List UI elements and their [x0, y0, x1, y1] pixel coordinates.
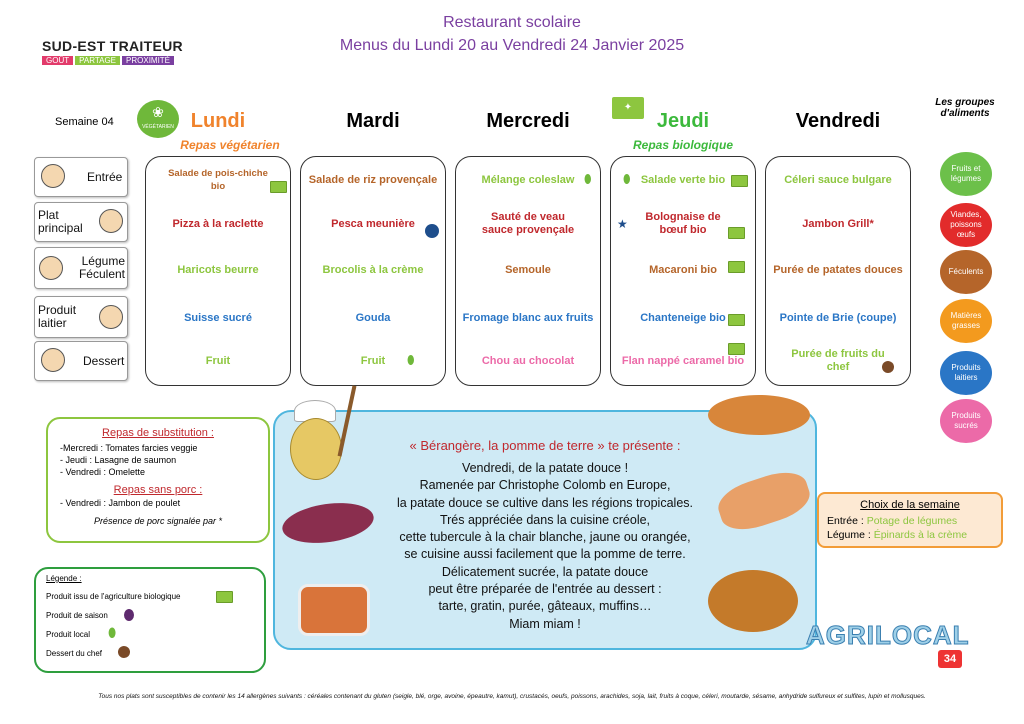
- dish-legume: Brocolis à la crème: [322, 264, 424, 276]
- category-produit-laitier: [34, 296, 128, 338]
- category-legume-feculent: [34, 247, 128, 289]
- story-line: peut être préparée de l'entrée au dessert :: [428, 582, 662, 597]
- category-label: Produit laitier: [38, 303, 77, 330]
- dish-legume: Macaroni bio: [649, 264, 717, 276]
- weekly-choice-box: [817, 492, 1003, 548]
- gratin-dish-image: [298, 584, 370, 636]
- story-text: [375, 460, 715, 633]
- dish-plat: Sauté de veau sauce provençale: [481, 211, 575, 236]
- sud-est-traiteur-logo: [42, 38, 197, 65]
- substitution-item: - Vendredi : Omelette: [60, 467, 146, 477]
- choice-entree-label: Entrée :: [827, 515, 864, 527]
- category-label: Plat principal: [38, 208, 83, 235]
- dish-legume: Semoule: [505, 264, 551, 276]
- bio-icon: [270, 181, 287, 193]
- pork-note: Présence de porc signalée par *: [93, 516, 223, 526]
- day-header-vendredi: Vendredi: [795, 110, 881, 132]
- dish-entree: Salade de pois-chiche bio: [168, 168, 268, 192]
- choice-legume-label: Légume :: [827, 529, 871, 541]
- seasonal-eggplant-icon: [124, 609, 134, 621]
- day-header-jeudi: Jeudi: [656, 110, 710, 132]
- bio-icon: [728, 227, 745, 239]
- dish-legume: Haricots beurre: [177, 264, 259, 276]
- chef-icon: [39, 256, 63, 280]
- page-title: Restaurant scolaire: [443, 14, 581, 31]
- agrilocal-logo-number: 34: [938, 650, 962, 668]
- eu-organic-logo-icon: ✦: [612, 97, 644, 119]
- story-line: la patate douce se cultive dans les régions tropicales.: [396, 495, 693, 510]
- day-menu-mardi: [300, 156, 446, 386]
- local-product-pin-icon: ⬮: [407, 353, 415, 367]
- muffins-image: [708, 570, 798, 632]
- dish-laitier: Pointe de Brie (coupe): [779, 312, 897, 324]
- bio-icon: [728, 314, 745, 326]
- logo-tag-proximite: PROXIMITÉ: [122, 56, 174, 65]
- food-group-fruits-legumes: Fruits et légumes: [940, 152, 992, 196]
- dish-dessert: Purée de fruits du chef: [791, 348, 885, 373]
- agrilocal-logo: [800, 616, 1000, 680]
- dish-entree: Salade verte bio: [640, 174, 726, 186]
- local-product-pin-icon: ⬮: [584, 172, 592, 186]
- dish-entree: Salade de riz provençale: [308, 174, 438, 186]
- dish-entree: Céleri sauce bulgare: [784, 174, 892, 186]
- lundi-subtitle: Repas végétarien: [180, 138, 280, 152]
- substitution-item: -Mercredi : Tomates farcies veggie: [60, 443, 198, 453]
- legend-box: [34, 567, 266, 673]
- logo-tag-gout: GOÛT: [42, 56, 73, 65]
- story-heading: « Bérangère, la pomme de terre » te présente :: [409, 438, 681, 453]
- potato-body-icon: [290, 418, 342, 480]
- day-menu-vendredi: [765, 156, 911, 386]
- allergens-footer: Tous nos plats sont susceptibles de contenir les 14 allergènes suivants : céréales contenant du gluten (seigle, blé, orge, avoine, épeautre, kamut), crustacés, oeufs, poissons, arachides, soja, lait, fruits à coque, céleri, moutarde, sésame, anhydride sulfureux et sulfites, lupin et mollusques.: [98, 693, 926, 700]
- dish-laitier: Gouda: [355, 312, 391, 324]
- day-header-mercredi: Mercredi: [486, 110, 570, 132]
- substitution-box: [46, 417, 270, 543]
- dish-dessert: Chou au chocolat: [481, 355, 575, 367]
- food-group-produits-laitiers: Produits laitiers: [940, 351, 992, 395]
- story-line: cette tubercule à la chair blanche, jaune ou orangée,: [399, 530, 691, 545]
- dish-laitier: Fromage blanc aux fruits: [462, 312, 594, 324]
- chef-dessert-cupcake-icon: [882, 361, 894, 373]
- dish-entree: Mélange coleslaw: [481, 174, 575, 186]
- dish-plat: Bolognaise de bœuf bio: [645, 211, 721, 236]
- bio-icon: [731, 175, 748, 187]
- story-line: Trés appréciée dans la cuisine créole,: [439, 512, 651, 527]
- dish-plat: Jambon Grill*: [802, 218, 874, 230]
- choice-legume-value: Épinards à la crème: [873, 529, 968, 541]
- chef-icon: [99, 305, 123, 329]
- page-subtitle: Menus du Lundi 20 au Vendredi 24 Janvier 2025: [339, 37, 685, 54]
- substitution-item: - Jeudi : Lasagne de saumon: [60, 455, 177, 465]
- chef-icon: [41, 164, 65, 188]
- chef-icon: [99, 209, 123, 233]
- category-label: Entrée: [87, 170, 123, 184]
- dish-laitier: Chanteneige bio: [640, 312, 726, 324]
- chef-icon: [41, 348, 65, 372]
- story-line: tarte, gratin, purée, gâteaux, muffins…: [438, 599, 652, 614]
- legend-item-bio: Produit issu de l'agriculture biologique: [46, 592, 181, 601]
- dish-dessert: Fruit: [360, 355, 386, 367]
- local-product-pin-icon: ⬮: [623, 172, 631, 186]
- day-menu-lundi: [145, 156, 291, 386]
- dish-laitier: Suisse sucré: [184, 312, 252, 324]
- choice-entree-value: Potage de légumes: [866, 515, 958, 527]
- dish-legume: Purée de patates douces: [773, 264, 903, 276]
- story-line: Miam miam !: [509, 616, 581, 631]
- day-menu-mercredi: [455, 156, 601, 386]
- vegetarian-badge-icon: ❀ VÉGÉTARIEN: [137, 100, 179, 138]
- chef-dessert-cupcake-icon: [118, 646, 130, 658]
- dish-dessert: Flan nappé caramel bio: [621, 355, 745, 367]
- legend-item-saison: Produit de saison: [46, 611, 108, 620]
- category-label: Légume Féculent: [78, 254, 125, 281]
- food-group-viandes: Viandes, poissons œufs: [940, 203, 992, 247]
- dish-plat: Pizza à la raclette: [172, 218, 264, 230]
- category-plat-principal: [34, 202, 128, 242]
- weekly-choice-title: Choix de la semaine: [860, 499, 960, 511]
- logo-brand: SUD-EST TRAITEUR: [42, 38, 183, 54]
- food-group-produits-sucres: Produits sucrés: [940, 399, 992, 443]
- substitution-title: Repas de substitution :: [102, 427, 214, 439]
- local-product-pin-icon: ⬮: [108, 625, 117, 640]
- bio-icon: [216, 591, 233, 603]
- story-line: Vendredi, de la patate douce !: [461, 461, 629, 475]
- day-header-mardi: Mardi: [346, 110, 400, 132]
- jeudi-subtitle: Repas biologique: [632, 138, 733, 152]
- food-group-feculents: Féculents: [940, 250, 992, 294]
- day-menu-jeudi: [610, 156, 756, 386]
- day-header-lundi: Lundi: [190, 110, 246, 132]
- legend-item-chef: Dessert du chef: [46, 649, 103, 658]
- legend-item-local: Produit local: [46, 630, 91, 639]
- legend-title: Légende :: [46, 574, 82, 583]
- category-entree: [34, 157, 128, 197]
- roasted-sweet-potato-image: [708, 395, 810, 435]
- story-line: se cuisine aussi facilement que la pomme de terre.: [404, 547, 686, 562]
- dish-plat: Pesca meunière: [331, 218, 415, 230]
- story-line: Délicatement sucrée, la patate douce: [441, 564, 649, 579]
- pork-free-title: Repas sans porc :: [113, 484, 203, 496]
- logo-tag-partage: PARTAGE: [75, 56, 120, 65]
- story-line: Ramenée par Christophe Colomb en Europe,: [419, 478, 671, 493]
- msc-label-icon: [425, 224, 439, 238]
- label-rouge-icon: ★: [617, 217, 628, 231]
- vegetarian-badge-label: VÉGÉTARIEN: [142, 124, 174, 130]
- bio-icon: [728, 343, 745, 355]
- food-group-matieres-grasses: Matières grasses: [940, 299, 992, 343]
- category-dessert: [34, 341, 128, 381]
- bio-icon: [728, 261, 745, 273]
- pork-free-item: - Vendredi : Jambon de poulet: [60, 498, 181, 508]
- food-groups-heading: Les groupes d'aliments: [935, 97, 995, 119]
- category-label: Dessert: [83, 354, 125, 368]
- week-label: Semaine 04: [55, 116, 114, 128]
- dish-dessert: Fruit: [205, 355, 231, 367]
- agrilocal-logo-text: AGRILOCAL: [806, 620, 970, 650]
